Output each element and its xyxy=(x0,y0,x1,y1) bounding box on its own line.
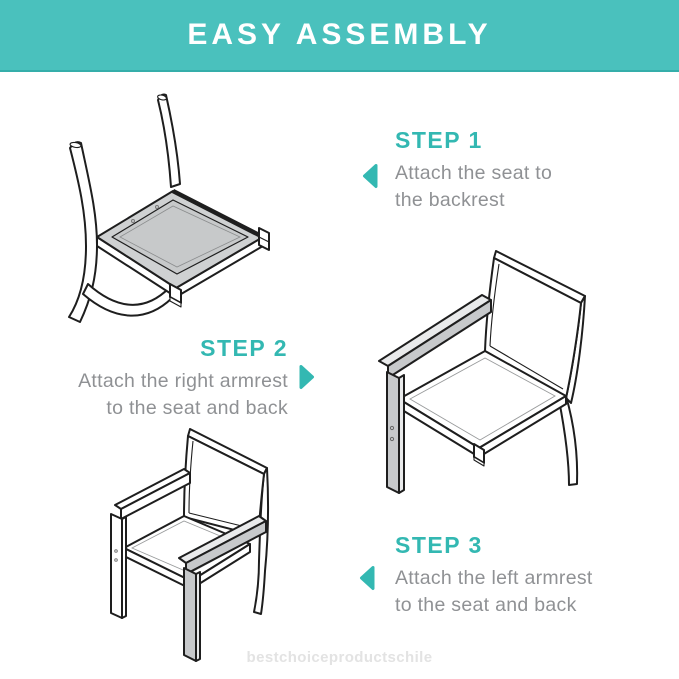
step3-arrow-left-icon xyxy=(359,565,375,591)
step3-description-line2: to the seat and back xyxy=(395,594,577,617)
page-title: EASY ASSEMBLY xyxy=(187,18,492,51)
step2-illustration-right-armrest xyxy=(372,232,662,510)
step3-illustration-left-armrest xyxy=(82,421,354,679)
step3-description-line1: Attach the left armrest xyxy=(395,567,593,590)
step1-arrow-left-icon xyxy=(362,163,378,189)
step2-description-line2: to the seat and back xyxy=(106,397,288,420)
step1-title: STEP 1 xyxy=(395,127,483,153)
rear-leg xyxy=(559,396,577,485)
step2-arrow-right-icon xyxy=(299,364,315,390)
step3-title: STEP 3 xyxy=(395,532,483,558)
watermark-text: bestchoiceproductschile xyxy=(246,649,433,666)
seat-panel xyxy=(97,191,269,307)
step2-description-line1: Attach the right armrest xyxy=(78,370,288,393)
step3-description xyxy=(395,565,593,619)
step1-description-line1: Attach the seat to xyxy=(395,162,553,185)
step1-description xyxy=(395,160,552,214)
step1-section xyxy=(395,128,552,214)
step3-section xyxy=(395,533,593,619)
step1-description-line2: the backrest xyxy=(395,189,505,212)
step2-section xyxy=(30,336,288,422)
step1-illustration-seat-backrest xyxy=(45,88,345,343)
step2-description xyxy=(30,368,288,422)
step2-title: STEP 2 xyxy=(200,335,288,361)
header-banner xyxy=(0,0,679,72)
